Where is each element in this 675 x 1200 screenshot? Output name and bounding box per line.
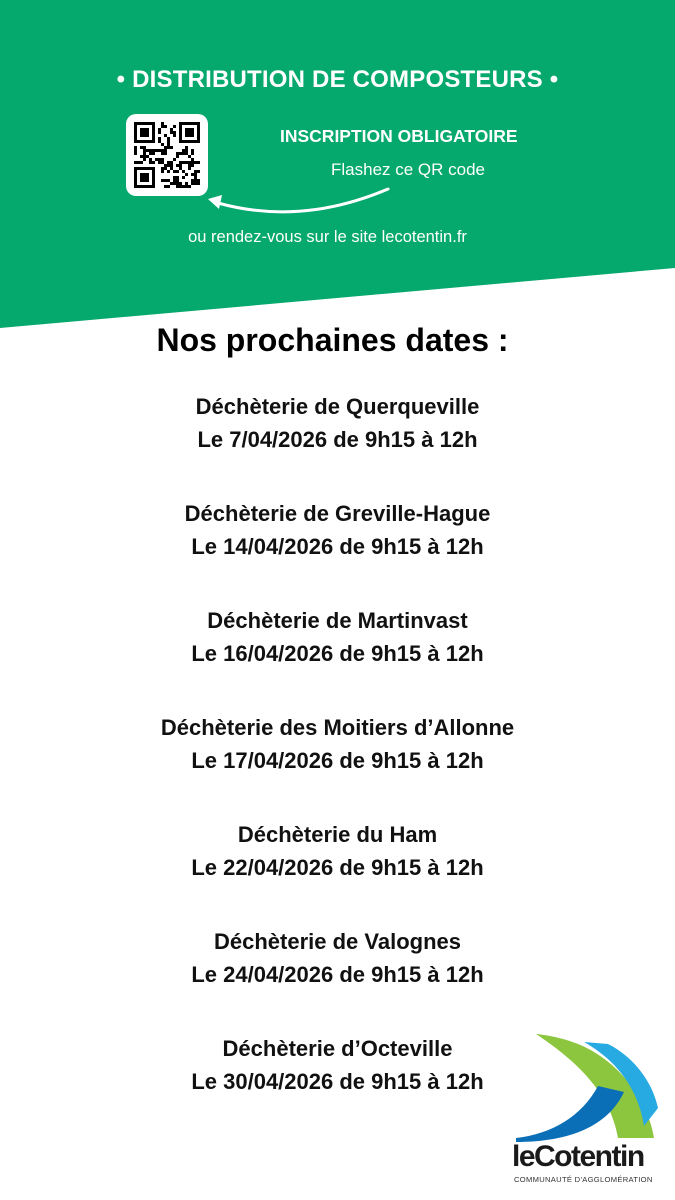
inscription-notice: INSCRIPTION OBLIGATOIRE <box>280 126 518 146</box>
event-time: Le 14/04/2026 de 9h15 à 12h <box>191 534 484 559</box>
event-time: Le 16/04/2026 de 9h15 à 12h <box>191 641 484 666</box>
list-item <box>0 711 675 818</box>
qr-code[interactable] <box>126 114 208 196</box>
event-time: Le 24/04/2026 de 9h15 à 12h <box>191 962 484 987</box>
event-time: Le 30/04/2026 de 9h15 à 12h <box>191 1069 484 1094</box>
event-time: Le 17/04/2026 de 9h15 à 12h <box>191 748 484 773</box>
curved-arrow-icon <box>200 185 400 225</box>
logo-wordmark: leCotentin <box>512 1140 644 1173</box>
headline: • DISTRIBUTION DE COMPOSTEURS • <box>116 66 559 93</box>
qr-code-icon <box>134 122 200 188</box>
event-place: Déchèterie de Martinvast <box>207 608 468 633</box>
event-time: Le 22/04/2026 de 9h15 à 12h <box>191 855 484 880</box>
list-item <box>0 818 675 925</box>
list-item <box>0 497 675 604</box>
website-link[interactable]: ou rendez-vous sur le site lecotentin.fr <box>188 228 467 246</box>
event-place: Déchèterie de Greville-Hague <box>184 501 491 526</box>
lecotentin-logo <box>512 1030 660 1190</box>
dates-title: Nos prochaines dates : <box>156 322 509 358</box>
event-place: Déchèterie d’Octeville <box>222 1036 453 1061</box>
list-item <box>0 925 675 1032</box>
flash-instruction: Flashez ce QR code <box>331 160 486 179</box>
event-place: Déchèterie du Ham <box>237 822 438 847</box>
event-place: Déchèterie de Querqueville <box>195 394 480 419</box>
events-list <box>0 390 675 1139</box>
logo-subtitle: COMMUNAUTÉ D'AGGLOMÉRATION <box>514 1175 653 1184</box>
list-item <box>0 604 675 711</box>
list-item <box>0 390 675 497</box>
event-place: Déchèterie de Valognes <box>214 929 461 954</box>
logo-swoosh-icon <box>512 1030 660 1142</box>
event-place: Déchèterie des Moitiers d’Allonne <box>160 715 515 740</box>
event-time: Le 7/04/2026 de 9h15 à 12h <box>197 427 478 452</box>
